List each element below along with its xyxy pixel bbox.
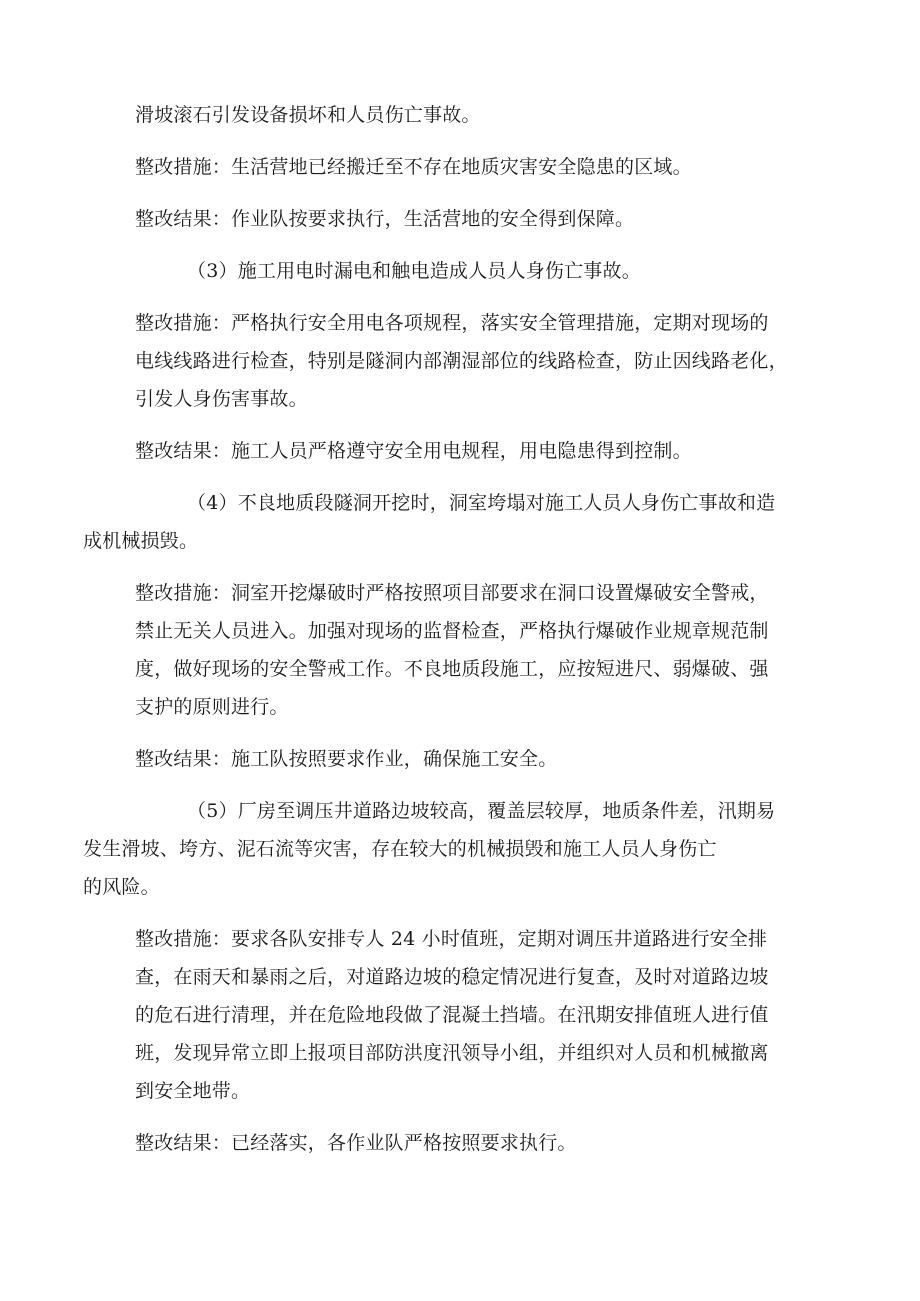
paragraph-p3 bbox=[135, 200, 795, 238]
text-line: 发生滑坡、垮方、泥石流等灾害，存在较大的机械损毁和施工人员人身伤亡 bbox=[83, 838, 717, 860]
text-line: 引发人身伤害事故。 bbox=[135, 388, 308, 410]
text-line: 度，做好现场的安全警戒工作。不良地质段施工，应按短进尺、弱爆破、强 bbox=[135, 658, 769, 680]
text-line: 禁止无关人员进入。加强对现场的监督检查，严格执行爆破作业规章规范制 bbox=[135, 620, 769, 642]
paragraph-item-5 bbox=[83, 792, 795, 906]
text-line: 整改结果：作业队按要求执行，生活营地的安全得到保障。 bbox=[135, 208, 635, 230]
text-line: 电线线路进行检查，特别是隧洞内部潮湿部位的线路检查，防止因线路老化， bbox=[135, 350, 788, 372]
text-line: 支护的原则进行。 bbox=[135, 696, 289, 718]
text-line: 成机械损毁。 bbox=[83, 530, 199, 552]
paragraph-p9 bbox=[135, 740, 795, 778]
text-line: 整改措施：洞室开挖爆破时严格按照项目部要求在洞口设置爆破安全警戒， bbox=[135, 582, 769, 604]
text-line: 整改结果：已经落实，各作业队严格按照要求执行。 bbox=[135, 1132, 577, 1154]
paragraph-p12 bbox=[135, 1124, 795, 1162]
document-body bbox=[83, 96, 795, 1176]
text-line: 整改措施：生活营地已经搬迁至不存在地质灾害安全隐患的区域。 bbox=[135, 156, 692, 178]
text-line: 的危石进行清理，并在危险地段做了混凝土挡墙。在汛期安排值班人进行值 bbox=[135, 1004, 769, 1026]
paragraph-p5 bbox=[135, 304, 795, 418]
paragraph-item-4 bbox=[83, 484, 795, 560]
text-line: 整改结果：施工队按照要求作业，确保施工安全。 bbox=[135, 748, 558, 770]
text-line: 查，在雨天和暴雨之后，对道路边坡的稳定情况进行复查，及时对道路边坡 bbox=[135, 966, 769, 988]
text-line: 整改措施：严格执行安全用电各项规程，落实安全管理措施，定期对现场的 bbox=[135, 312, 769, 334]
text-line: （4）不良地质段隧洞开挖时，洞室垮塌对施工人员人身伤亡事故和造 bbox=[187, 492, 776, 514]
text-line: 滑坡滚石引发设备损坏和人员伤亡事故。 bbox=[135, 104, 481, 126]
text-line: 班，发现异常立即上报项目部防洪度汛领导小组，并组织对人员和机械撤离 bbox=[135, 1042, 769, 1064]
text-line: 的风险。 bbox=[83, 876, 160, 898]
text-line: 整改措施：要求各队安排专人 24 小时值班，定期对调压井道路进行安全排 bbox=[135, 928, 768, 950]
paragraph-item-3 bbox=[135, 252, 795, 290]
text-line: 整改结果：施工人员严格遵守安全用电规程，用电隐患得到控制。 bbox=[135, 440, 692, 462]
paragraph-p2 bbox=[135, 148, 795, 186]
text-line: （5）厂房至调压井道路边坡较高，覆盖层较厚，地质条件差，汛期易 bbox=[187, 800, 776, 822]
text-line: 到安全地带。 bbox=[135, 1080, 251, 1102]
text-line: （3）施工用电时漏电和触电造成人员人身伤亡事故。 bbox=[187, 260, 641, 282]
paragraph-p6 bbox=[135, 432, 795, 470]
paragraph-p11 bbox=[135, 920, 795, 1110]
paragraph-p8 bbox=[135, 574, 795, 726]
paragraph-p1 bbox=[135, 96, 795, 134]
